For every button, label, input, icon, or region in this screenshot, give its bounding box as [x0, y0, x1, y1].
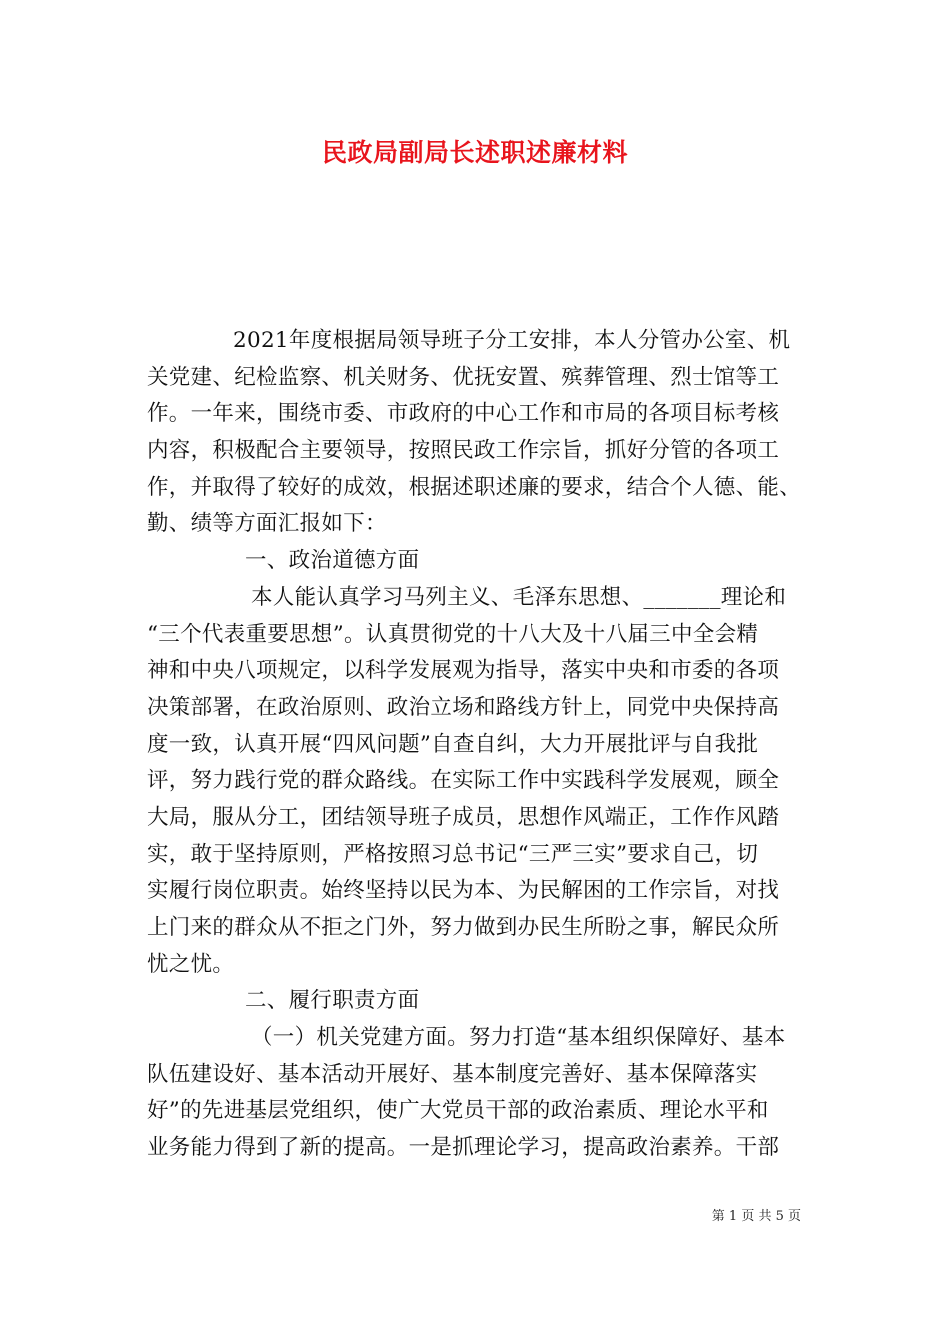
paragraph-line: 决策部署，在政治原则、政治立场和路线方针上，同党中央保持高: [147, 694, 780, 720]
paragraph-line: 评，努力践行党的群众路线。在实际工作中实践科学发展观，顾全: [147, 768, 780, 794]
paragraph-line: 勤、绩等方面汇报如下：: [147, 511, 387, 537]
section-heading: 一、政治道德方面: [245, 548, 420, 574]
paragraph-line: 度一致，认真开展“四风问题”自查自纠，大力开展批评与自我批: [147, 731, 759, 757]
paragraph-line: 本人能认真学习马列主义、毛泽东思想、_______理论和: [251, 584, 787, 610]
paragraph-line: 作。一年来，围绕市委、市政府的中心工作和市局的各项目标考核: [147, 401, 780, 427]
paragraph-line: 大局，服从分工，团结领导班子成员，思想作风端正，工作作风踏: [147, 804, 780, 830]
paragraph-line: 业务能力得到了新的提高。一是抓理论学习，提高政治素养。干部: [147, 1135, 780, 1161]
paragraph-line: 上门来的群众从不拒之门外，努力做到办民生所盼之事，解民众所: [147, 915, 780, 940]
section-heading: 二、履行职责方面: [245, 988, 420, 1014]
paragraph-line: 忧之忧。: [147, 951, 235, 977]
paragraph-line: （一）机关党建方面。努力打造“基本组织保障好、基本: [251, 1025, 786, 1051]
document-body: [147, 323, 827, 1167]
paragraph-line: 神和中央八项规定，以科学发展观为指导，落实中央和市委的各项: [147, 658, 780, 684]
paragraph-line: 关党建、纪检监察、机关财务、优抚安置、殡葬管理、烈士馆等工: [147, 364, 780, 390]
page-number: 第 1 页 共 5 页: [711, 1209, 801, 1224]
paragraph-line: 2021年度根据局领导班子分工安排，本人分管办公室、机: [233, 328, 791, 353]
paragraph-line: “三个代表重要思想”。认真贯彻党的十八大及十八届三中全会精: [147, 621, 759, 647]
paragraph-line: 实履行岗位职责。始终坚持以民为本、为民解困的工作宗旨，对找: [147, 878, 780, 904]
paragraph-line: 作，并取得了较好的成效，根据述职述廉的要求，结合个人德、能、: [147, 474, 802, 500]
paragraph-line: 实，敢于坚持原则，严格按照习总书记“三严三实”要求自己，切: [147, 841, 759, 867]
page-title: 民政局副局长述职述廉材料: [321, 138, 628, 167]
paragraph-line: 队伍建设好、基本活动开展好、基本制度完善好、基本保障落实: [147, 1061, 758, 1087]
paragraph-line: 好”的先进基层党组织，使广大党员干部的政治素质、理论水平和: [147, 1098, 769, 1124]
paragraph-line: 内容，积极配合主要领导，按照民政工作宗旨，抓好分管的各项工: [147, 438, 780, 464]
